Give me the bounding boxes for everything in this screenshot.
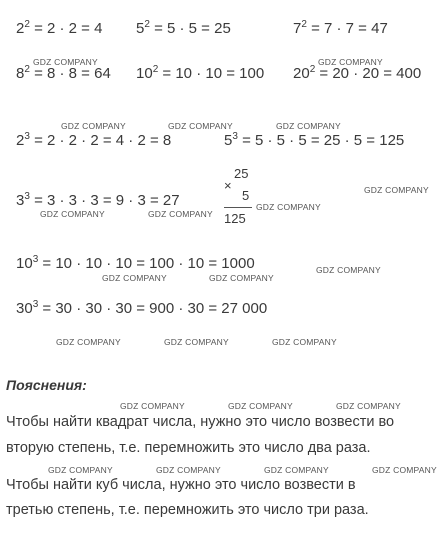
watermark: GDZ COMPANY <box>40 209 105 219</box>
watermark: GDZ COMPANY <box>228 401 293 411</box>
watermark: GDZ COMPANY <box>264 465 329 475</box>
equation-square-2: $2^2 = 2 \cdot 2 = 4$ <box>16 19 103 37</box>
multiplication-line <box>224 207 252 208</box>
watermark: GDZ COMPANY <box>148 209 213 219</box>
watermark: GDZ COMPANY <box>276 121 341 131</box>
watermark: GDZ COMPANY <box>164 337 229 347</box>
watermark: GDZ COMPANY <box>61 121 126 131</box>
equation-square-5: $5^2 = 5 \cdot 5 = 25$ <box>136 19 231 37</box>
equation-square-10: $10^2 = 10 \cdot 10 = 100$ <box>136 64 265 82</box>
explanation-line: Чтобы найти квадрат числа, нужно это число возвести во <box>6 414 395 430</box>
multiplication-sign: × <box>224 178 232 193</box>
watermark: GDZ COMPANY <box>33 57 98 67</box>
equation-square-20: $20^2 = 20 \cdot 20 = 400$ <box>293 64 422 82</box>
column-multiplication <box>222 165 262 227</box>
watermark: GDZ COMPANY <box>102 273 167 283</box>
explanation-line: Чтобы найти куб числа, нужно это число возвести в <box>6 477 356 493</box>
equation-cube-10: $10^3 = 10 \cdot 10 \cdot 10 = 100 \cdot 10 = 1000$ <box>16 254 255 272</box>
watermark: GDZ COMPANY <box>209 273 274 283</box>
explanation-heading: Пояснения: <box>6 377 87 393</box>
watermark: GDZ COMPANY <box>156 465 221 475</box>
multiplier: 5 <box>242 188 250 203</box>
multiplicand: 25 <box>234 166 249 181</box>
watermark: GDZ COMPANY <box>336 401 401 411</box>
multiplication-result: 125 <box>224 211 246 226</box>
equation-square-7: $7^2 = 7 \cdot 7 = 47$ <box>293 19 388 37</box>
watermark: GDZ COMPANY <box>168 121 233 131</box>
watermark: GDZ COMPANY <box>256 202 321 212</box>
watermark: GDZ COMPANY <box>272 337 337 347</box>
watermark: GDZ COMPANY <box>364 185 429 195</box>
equation-cube-3: $3^3 = 3 \cdot 3 \cdot 3 = 9 \cdot 3 = 27$ <box>16 191 180 209</box>
watermark: GDZ COMPANY <box>318 57 383 67</box>
equation-cube-2: $2^3 = 2 \cdot 2 \cdot 2 = 4 \cdot 2 = 8$ <box>16 131 172 149</box>
equation-cube-5: $5^3 = 5 \cdot 5 \cdot 5 = 25 \cdot 5 = 125$ <box>224 131 405 149</box>
equation-cube-30: $30^3 = 30 \cdot 30 \cdot 30 = 900 \cdot 30 = 27$ 000 <box>16 299 268 317</box>
explanation-line: вторую степень, т.е. перемножить это число два раза. <box>6 440 371 456</box>
watermark: GDZ COMPANY <box>120 401 185 411</box>
watermark: GDZ COMPANY <box>56 337 121 347</box>
watermark: GDZ COMPANY <box>316 265 381 275</box>
watermark: GDZ COMPANY <box>372 465 437 475</box>
watermark: GDZ COMPANY <box>48 465 113 475</box>
equation-square-8: $8^2 = 8 \cdot 8 = 64$ <box>16 64 111 82</box>
explanation-line: третью степень, т.е. перемножить это число три раза. <box>6 502 369 518</box>
